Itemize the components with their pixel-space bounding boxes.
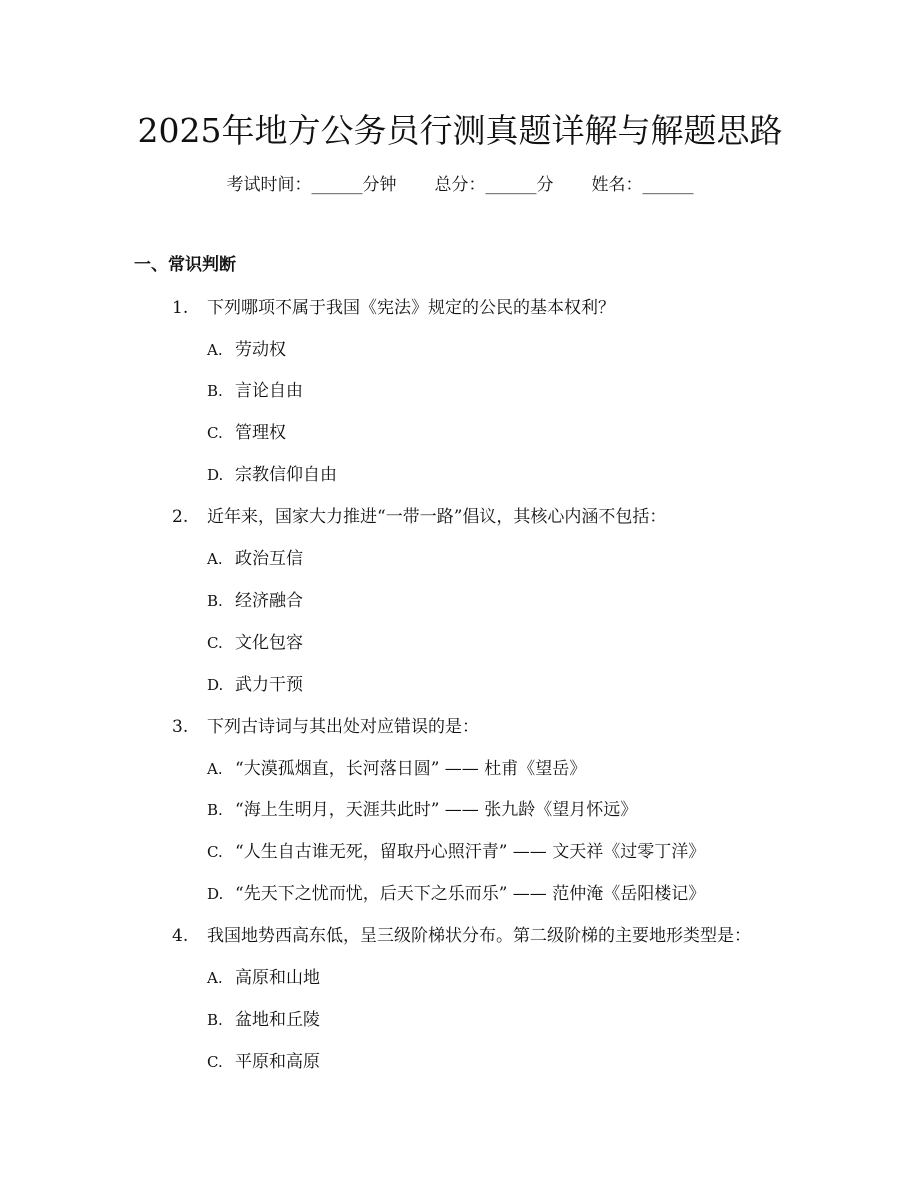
option-text: 盆地和丘陵 (235, 1010, 320, 1030)
option-letter: A. (207, 550, 223, 568)
option-text: 文化包容 (235, 633, 303, 653)
exam-time-field: 考试时间：______分钟 (226, 175, 397, 195)
option-item (207, 881, 705, 907)
option-letter: B. (207, 1011, 223, 1029)
option-letter: B. (207, 382, 223, 400)
exam-info-line (0, 172, 920, 198)
option-text: “先天下之忧而忧，后天下之乐而乐” —— 范仲淹《岳阳楼记》 (235, 884, 706, 904)
option-letter: A. (207, 969, 223, 987)
page-title: 2025年地方公务员行测真题详解与解题思路 (137, 111, 783, 150)
option-item (207, 756, 586, 782)
option-item (207, 672, 303, 698)
total-score-field: 总分：______分 (434, 175, 554, 195)
option-letter: C. (207, 1053, 223, 1071)
option-item (207, 462, 337, 488)
option-item (207, 378, 303, 404)
option-letter: B. (207, 592, 223, 610)
option-letter: A. (207, 760, 223, 778)
option-letter: D. (207, 885, 224, 903)
option-text: 政治互信 (235, 549, 303, 569)
question-text: 下列古诗词与其出处对应错误的是： (207, 717, 479, 737)
option-text: 管理权 (235, 423, 286, 443)
option-text: 宗教信仰自由 (235, 465, 337, 485)
option-item (207, 965, 320, 991)
option-letter: B. (207, 801, 223, 819)
option-item (207, 797, 637, 823)
option-item (207, 630, 303, 656)
option-letter: C. (207, 424, 223, 442)
option-text: 言论自由 (235, 381, 303, 401)
option-text: 武力干预 (235, 675, 303, 695)
name-field: 姓名：______ (591, 175, 694, 195)
option-text: “海上生明月，天涯共此时” —— 张九龄《望月怀远》 (235, 800, 638, 820)
option-item (207, 420, 286, 446)
option-letter: D. (207, 676, 224, 694)
question-number: 3. (172, 717, 189, 737)
question-text: 近年来，国家大力推进“一带一路”倡议，其核心内涵不包括： (207, 507, 667, 527)
question-number: 2. (172, 507, 189, 527)
option-text: 经济融合 (235, 591, 303, 611)
option-item (207, 839, 705, 865)
question-number: 4. (172, 926, 189, 946)
option-item (207, 337, 286, 363)
option-item (207, 1007, 320, 1033)
question-number: 1. (172, 298, 189, 318)
option-text: 平原和高原 (235, 1052, 320, 1072)
option-text: 高原和山地 (235, 968, 320, 988)
section-title: 一、常识判断 (134, 255, 236, 275)
option-item (207, 1049, 320, 1075)
question-text: 下列哪项不属于我国《宪法》规定的公民的基本权利？ (207, 298, 615, 318)
option-item (207, 588, 303, 614)
option-text: “大漠孤烟直，长河落日圆” —— 杜甫《望岳》 (235, 759, 587, 779)
option-letter: C. (207, 634, 223, 652)
option-item (207, 546, 303, 572)
option-letter: D. (207, 466, 224, 484)
option-text: “人生自古谁无死，留取丹心照汗青” —— 文天祥《过零丁洋》 (235, 842, 706, 862)
option-text: 劳动权 (235, 340, 286, 360)
option-letter: A. (207, 341, 223, 359)
question-text: 我国地势西高东低，呈三级阶梯状分布。第二级阶梯的主要地形类型是： (207, 926, 751, 946)
option-letter: C. (207, 843, 223, 861)
